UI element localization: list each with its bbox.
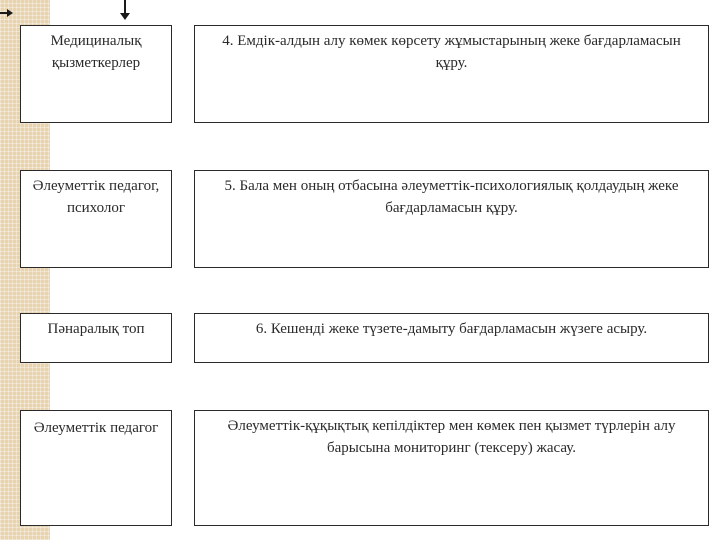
role-label: Пәнаралық топ [47,321,145,337]
role-box-interdisciplinary-team [20,313,172,363]
task-label: 5. Бала мен оның отбасына әлеуметтік-психологиялық қолдаудың жеке бағдарламасын құру. [224,178,679,216]
role-label: Әлеуметтік педагог, психолог [32,178,160,216]
task-box-4 [194,25,709,123]
role-label: Медициналық қызметкерлер [50,33,142,71]
arrow-right-icon [7,9,13,17]
role-box-medical [20,25,172,123]
task-box-6 [194,313,709,363]
task-label: Әлеуметтік-құқықтық кепілдіктер мен көмек пен қызмет түрлерін алу барысына мониторинг (тексеру) жасау. [227,418,676,456]
task-box-monitoring [194,410,709,526]
task-label: 4. Емдік-алдын алу көмек көрсету жұмыстарының жеке бағдарламасын құру. [222,33,681,71]
task-label: 6. Кешенді жеке түзете-дамыту бағдарламасын жүзеге асыру. [255,321,648,337]
arrow-down-line [124,0,126,14]
role-box-social-pedagogue-psychologist [20,170,172,268]
arrow-down-icon [120,13,130,20]
role-box-social-pedagogue [20,410,172,526]
task-box-5 [194,170,709,268]
role-label: Әлеуметтік педагог [33,420,159,436]
